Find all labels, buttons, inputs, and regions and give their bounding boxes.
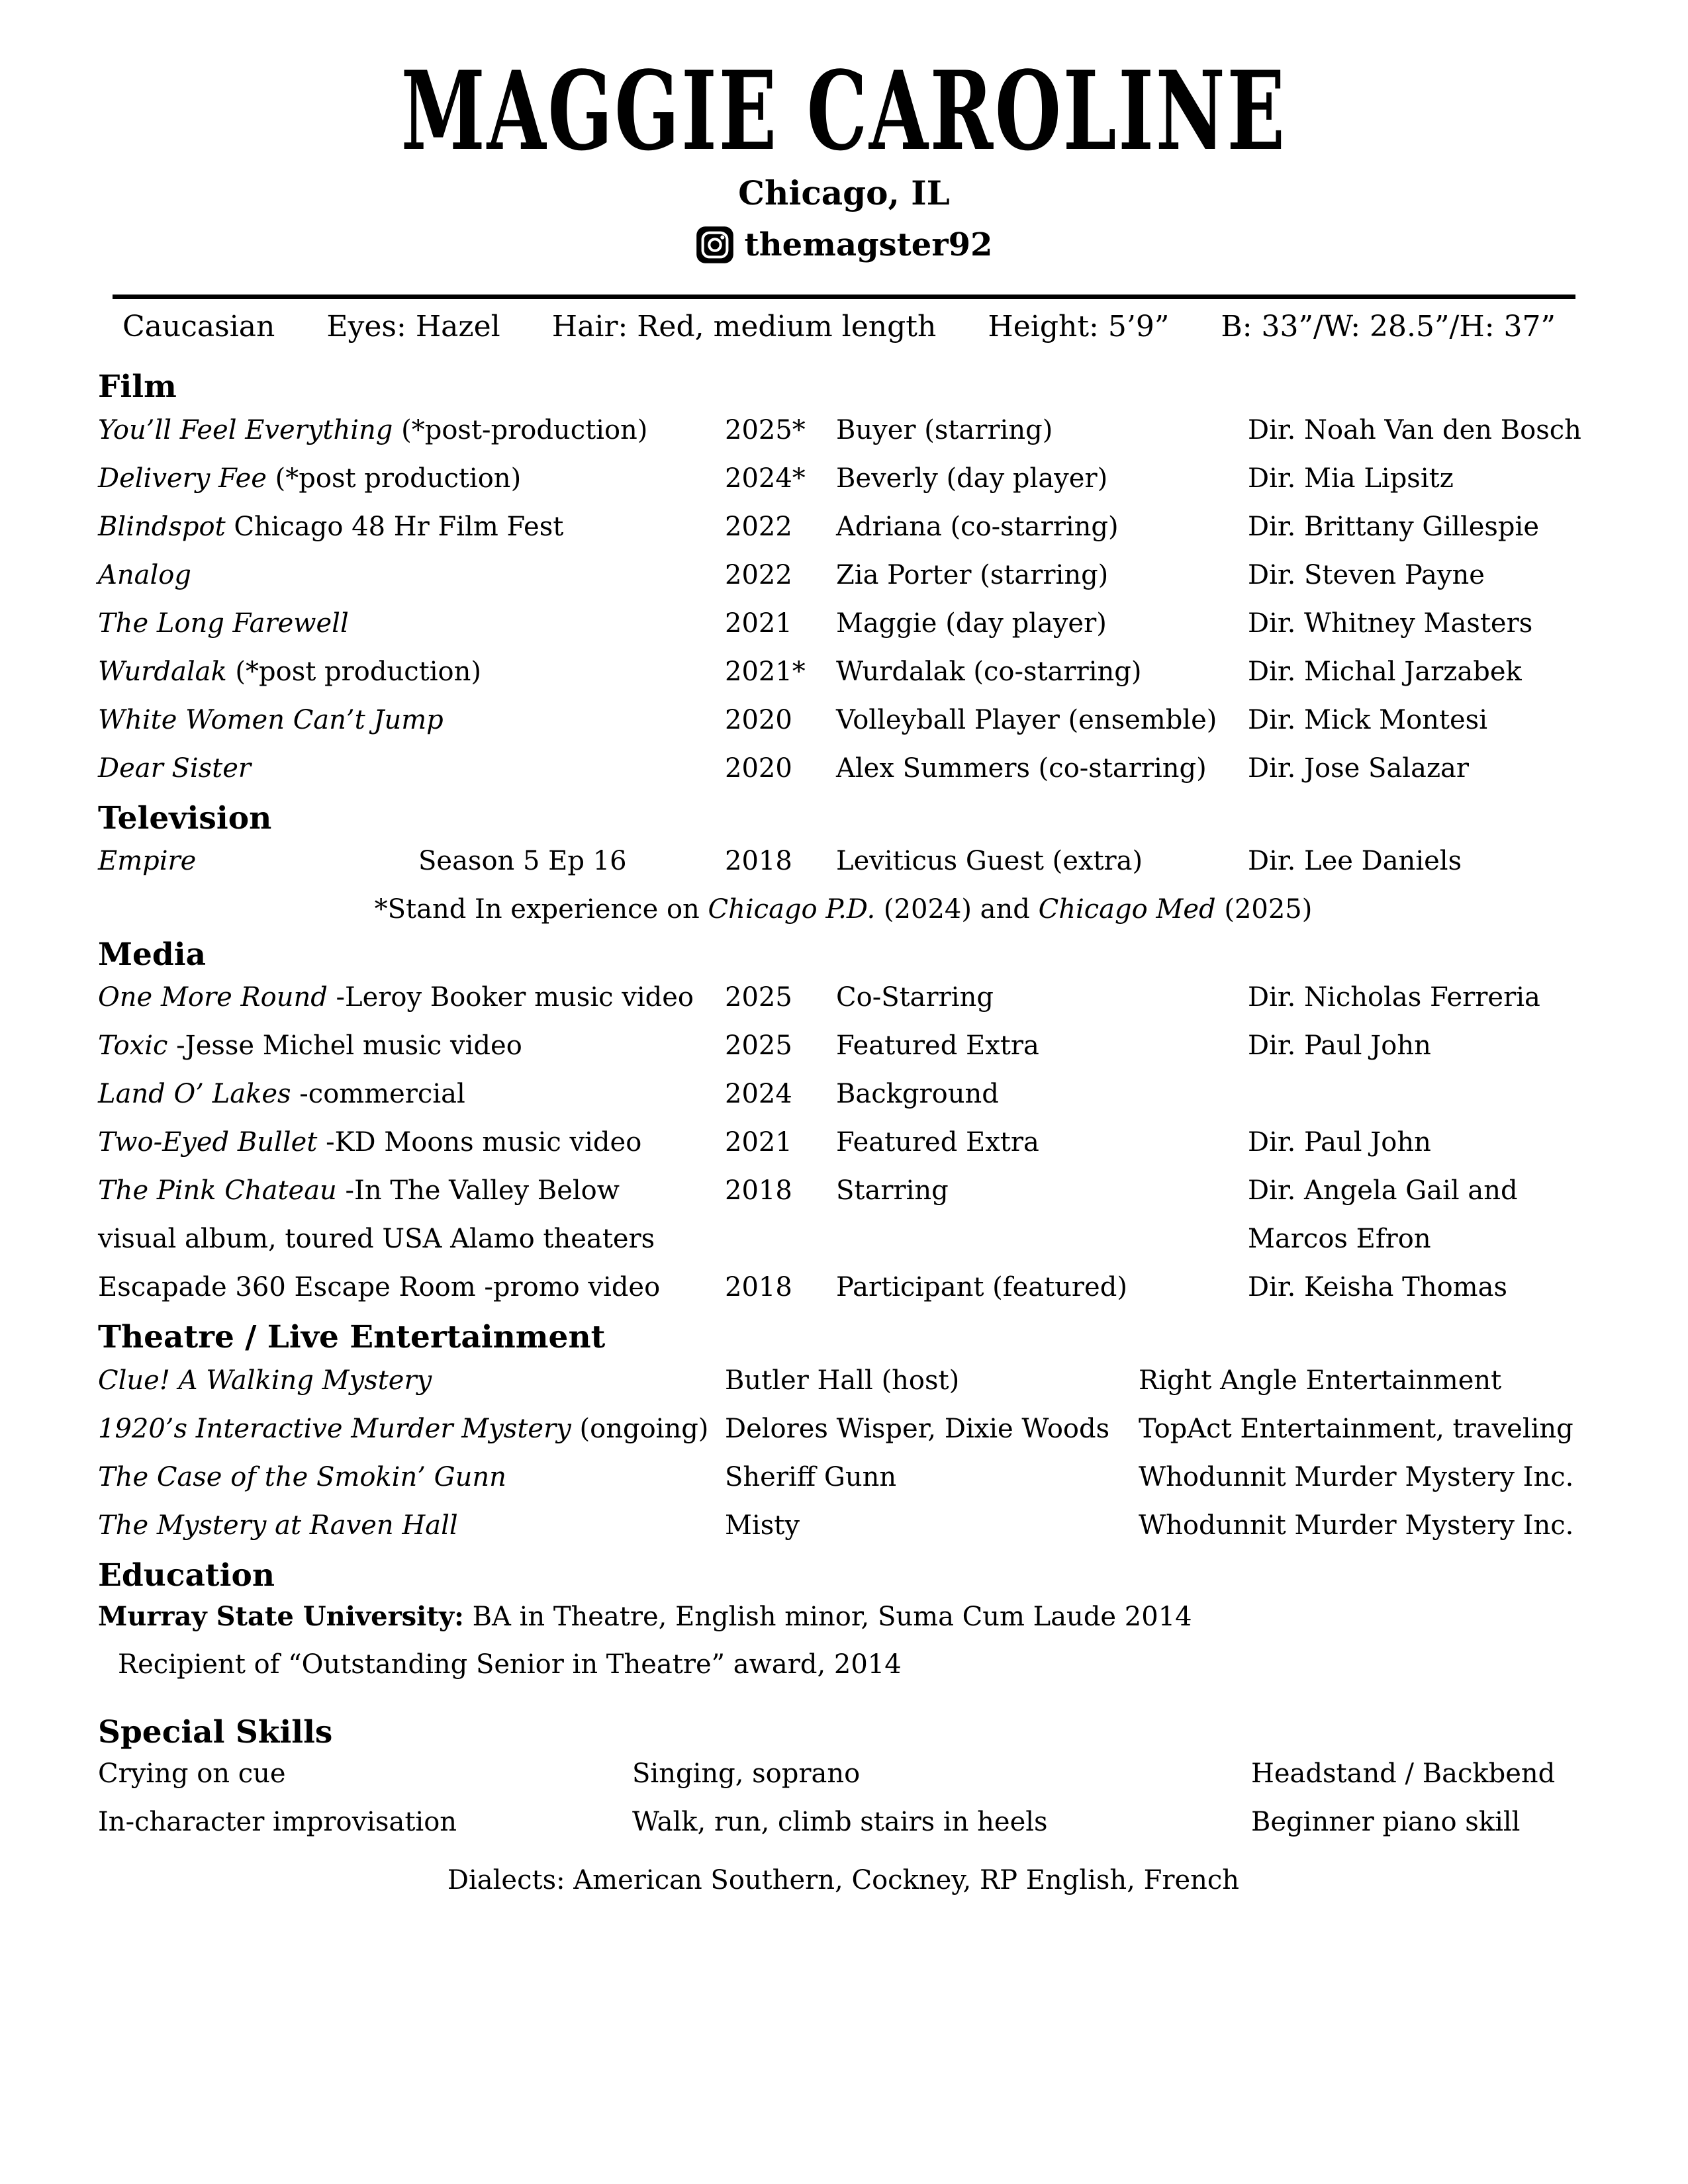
production-year: 2018 (725, 1175, 792, 1206)
film-row (98, 416, 1589, 445)
production-title (98, 561, 725, 590)
production-title-italic: Land O’ Lakes (98, 1079, 291, 1110)
note-text: (2024) and (875, 894, 1039, 925)
production-episode: Season 5 Ep 16 (418, 846, 627, 877)
production-role: Buyer (starring) (836, 414, 1053, 445)
production-title-italic: Delivery Fee (98, 463, 267, 494)
production-role: Butler Hall (host) (725, 1365, 960, 1396)
production-title (98, 754, 725, 783)
production-title-rest: (*post production) (266, 463, 522, 494)
production-title (98, 1128, 725, 1157)
production-role: Misty (725, 1510, 800, 1541)
section-heading-television: Television (98, 799, 272, 837)
production-year: 2020 (725, 752, 792, 784)
production-title-rest: visual album, toured USA Alamo theaters (98, 1224, 655, 1255)
production-year: 2025* (725, 414, 806, 445)
production-title-italic: Toxic (98, 1030, 168, 1062)
production-role: Starring (836, 1175, 949, 1206)
production-role: Volleyball Player (ensemble) (836, 704, 1217, 735)
production-director: Dir. Steven Payne (1248, 559, 1485, 590)
production-role: Leviticus Guest (extra) (836, 846, 1143, 877)
production-year: 2018 (725, 1272, 792, 1303)
resume-body (98, 371, 1589, 1895)
production-role: Delores Wisper, Dixie Woods (725, 1413, 1110, 1444)
production-director (1248, 1079, 1589, 1109)
production-title-italic: The Pink Chateau (98, 1175, 337, 1206)
stand-in-note (98, 895, 1589, 924)
production-director: Marcos Efron (1248, 1224, 1431, 1255)
stat-hair: Hair: Red, medium length (551, 310, 937, 343)
production-title (98, 1031, 725, 1060)
production-title (98, 983, 725, 1012)
skills-row (98, 1807, 1589, 1837)
production-title-italic: You’ll Feel Everything (98, 414, 393, 445)
production-role: Adriana (co-starring) (836, 511, 1119, 542)
skill-item: Headstand / Backbend (1251, 1758, 1556, 1790)
production-title (98, 1463, 725, 1492)
production-title (98, 1224, 725, 1253)
production-title-italic: Empire (98, 846, 197, 877)
media-row (98, 1176, 1589, 1205)
production-director: Dir. Mick Montesi (1248, 704, 1487, 735)
production-director: Dir. Noah Van den Bosch (1248, 414, 1581, 445)
production-title-rest: (ongoing) (571, 1413, 709, 1444)
theatre-row (98, 1414, 1589, 1443)
production-role: Zia Porter (starring) (836, 559, 1109, 590)
film-row (98, 754, 1589, 783)
production-title-rest: (*post-production) (393, 414, 648, 445)
production-title-italic: Dear Sister (98, 752, 252, 784)
production-title (98, 846, 418, 876)
production-role: Wurdalak (co-starring) (836, 656, 1142, 687)
production-role (836, 1224, 1248, 1253)
production-role: Beverly (day player) (836, 463, 1108, 494)
production-title-rest: -Leroy Booker music video (327, 982, 694, 1013)
production-title-italic: 1920’s Interactive Murder Mystery (98, 1413, 571, 1444)
section-heading-media: Media (98, 936, 207, 974)
production-role: Co-Starring (836, 982, 994, 1013)
film-row (98, 705, 1589, 735)
skill-item: Singing, soprano (632, 1758, 861, 1790)
education-school: Murray State University: (98, 1601, 464, 1633)
production-title-rest: -commercial (291, 1079, 465, 1110)
production-year: 2025 (725, 982, 792, 1013)
production-director: Dir. Mia Lipsitz (1248, 463, 1454, 494)
media-row (98, 1273, 1589, 1302)
section-heading-education: Education (98, 1557, 275, 1594)
production-year: 2024 (725, 1079, 792, 1110)
stat-measurements: B: 33”/W: 28.5”/H: 37” (1221, 310, 1556, 343)
production-company: TopAct Entertainment, traveling (1139, 1413, 1573, 1444)
production-title (98, 609, 725, 638)
header (0, 0, 1688, 343)
instagram-icon (696, 226, 734, 264)
production-title-italic: The Mystery at Raven Hall (98, 1510, 458, 1541)
skill-item: Beginner piano skill (1251, 1807, 1521, 1838)
production-role: Sheriff Gunn (725, 1461, 897, 1492)
film-row (98, 657, 1589, 686)
note-show-title: Chicago P.D. (708, 894, 876, 925)
production-title-italic: Wurdalak (98, 656, 227, 687)
production-title-italic: White Women Can’t Jump (98, 704, 444, 735)
production-role: Maggie (day player) (836, 608, 1107, 639)
theatre-row (98, 1463, 1589, 1492)
education-award: Recipient of “Outstanding Senior in Theatre” award, 2014 (118, 1649, 902, 1680)
production-role: Background (836, 1079, 999, 1110)
stat-ethnicity: Caucasian (122, 310, 275, 343)
education-school-line (98, 1602, 1589, 1631)
production-title (98, 416, 725, 445)
production-title-italic: One More Round (98, 982, 328, 1013)
production-year: 2020 (725, 704, 792, 735)
production-director: Dir. Paul John (1248, 1127, 1431, 1158)
production-director: Dir. Jose Salazar (1248, 752, 1469, 784)
section-heading-special-skills: Special Skills (98, 1714, 333, 1751)
stat-height: Height: 5’9” (988, 310, 1170, 343)
production-year: 2018 (725, 846, 792, 877)
film-row (98, 561, 1589, 590)
production-year: 2024* (725, 463, 806, 494)
film-row (98, 464, 1589, 493)
production-role: Featured Extra (836, 1127, 1039, 1158)
production-title (98, 1079, 725, 1109)
media-row-continuation (98, 1224, 1589, 1253)
skill-item: Walk, run, climb stairs in heels (632, 1807, 1048, 1838)
instagram-line (0, 226, 1688, 264)
production-title (98, 657, 725, 686)
production-title-italic: Analog (98, 559, 191, 590)
media-row (98, 1031, 1589, 1060)
production-title-italic: Blindspot (98, 511, 226, 542)
film-row (98, 512, 1589, 541)
production-year: 2022 (725, 511, 792, 542)
production-title-italic: The Case of the Smokin’ Gunn (98, 1461, 506, 1492)
media-row (98, 1079, 1589, 1109)
production-year: 2022 (725, 559, 792, 590)
dialects-line: Dialects: American Southern, Cockney, RP English, French (447, 1865, 1240, 1896)
production-title-rest: -Jesse Michel music video (167, 1030, 522, 1062)
production-title (98, 1273, 725, 1302)
section-heading-film: Film (98, 369, 177, 406)
production-director: Dir. Paul John (1248, 1030, 1431, 1062)
production-role: Participant (featured) (836, 1272, 1127, 1303)
production-director: Dir. Keisha Thomas (1248, 1272, 1507, 1303)
production-role: Alex Summers (co-starring) (836, 752, 1207, 784)
production-title (98, 1176, 725, 1205)
production-title-rest: -In The Valley Below (336, 1175, 620, 1206)
television-row (98, 846, 1589, 876)
production-title-italic: Two-Eyed Bullet (98, 1127, 318, 1158)
theatre-row (98, 1366, 1589, 1395)
instagram-handle: themagster92 (744, 226, 993, 263)
production-title-rest: (*post production) (226, 656, 481, 687)
production-year: 2025 (725, 1030, 792, 1062)
production-director: Dir. Lee Daniels (1248, 846, 1462, 877)
production-title-rest: -KD Moons music video (317, 1127, 642, 1158)
production-company: Whodunnit Murder Mystery Inc. (1139, 1510, 1574, 1541)
note-text: (2025) (1215, 894, 1313, 925)
production-title (98, 1366, 725, 1395)
production-title (98, 1511, 725, 1540)
production-title (98, 464, 725, 493)
skill-item: Crying on cue (98, 1758, 286, 1790)
section-heading-theatre: Theatre / Live Entertainment (98, 1319, 606, 1356)
production-director: Dir. Michal Jarzabek (1248, 656, 1522, 687)
production-title-rest: Escapade 360 Escape Room -promo video (98, 1272, 661, 1303)
note-show-title: Chicago Med (1038, 894, 1216, 925)
production-title (98, 1414, 725, 1443)
production-title (98, 512, 725, 541)
production-title (98, 705, 725, 735)
production-title-rest: Chicago 48 Hr Film Fest (225, 511, 564, 542)
film-row (98, 609, 1589, 638)
skill-item: In-character improvisation (98, 1807, 457, 1838)
production-role: Featured Extra (836, 1030, 1039, 1062)
education-degree: BA in Theatre, English minor, Suma Cum Laude 2014 (463, 1602, 1192, 1633)
production-year: 2021 (725, 1127, 792, 1158)
media-row (98, 983, 1589, 1012)
production-director: Dir. Whitney Masters (1248, 608, 1533, 639)
stat-eyes: Eyes: Hazel (326, 310, 500, 343)
production-title-italic: The Long Farewell (98, 608, 349, 639)
media-row (98, 1128, 1589, 1157)
location: Chicago, IL (738, 173, 950, 212)
page-title: MAGGIE CAROLINE (400, 47, 1288, 175)
theatre-row (98, 1511, 1589, 1540)
production-year: 2021* (725, 656, 806, 687)
divider (113, 295, 1575, 299)
note-text: *Stand In experience on (374, 894, 708, 925)
production-company: Whodunnit Murder Mystery Inc. (1139, 1461, 1574, 1492)
production-director: Dir. Nicholas Ferreria (1248, 982, 1540, 1013)
production-company: Right Angle Entertainment (1139, 1365, 1502, 1396)
skills-row (98, 1759, 1589, 1788)
production-year: 2021 (725, 608, 792, 639)
stats-bar (122, 311, 1556, 343)
production-year (725, 1224, 836, 1253)
production-director: Dir. Angela Gail and (1248, 1175, 1518, 1206)
production-director: Dir. Brittany Gillespie (1248, 511, 1539, 542)
production-title-italic: Clue! A Walking Mystery (98, 1365, 432, 1396)
